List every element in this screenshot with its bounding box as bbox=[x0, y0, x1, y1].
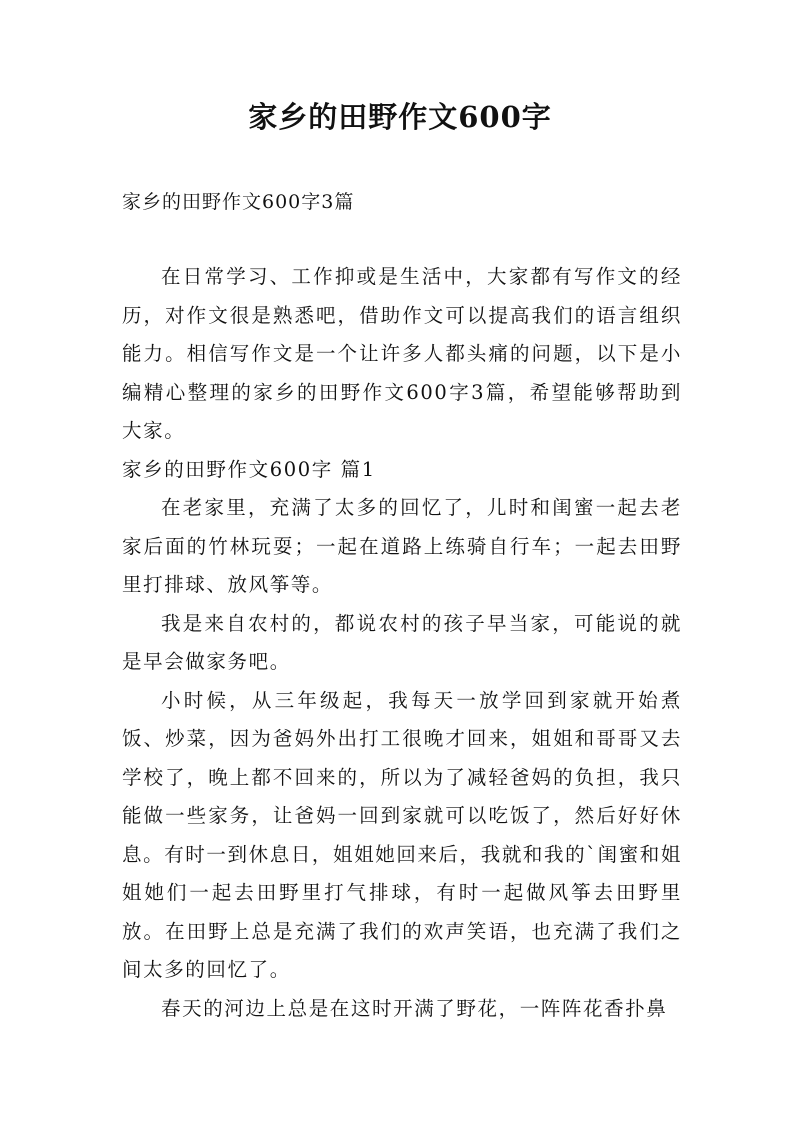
document-body bbox=[122, 258, 682, 1028]
section-heading: 家乡的田野作文600字 篇1 bbox=[122, 457, 376, 481]
body-paragraph: 春天的河边上总是在这时开满了野花，一阵阵花香扑鼻 bbox=[161, 996, 668, 1020]
body-paragraph: 小时候，从三年级起，我每天一放学回到家就开始煮饭、炒菜，因为爸妈外出打工很晚才回来，姐姐和哥哥又去学校了，晚上都不回来的，所以为了减轻爸妈的负担，我只能做一些家务，让爸妈一回到家就可以吃饭了，然后好好休息。有时一到休息日，姐姐她回来后，我就和我的`闺蜜和姐姐她们一起去田野里打气排球，有时一起做风筝去田野里放。在田野上总是充满了我们的欢声笑语，也充满了我们之间太多的回忆了。 bbox=[122, 688, 682, 981]
document-subtitle: 家乡的田野作文600字3篇 bbox=[122, 191, 355, 213]
body-paragraph: 在老家里，充满了太多的回忆了，儿时和闺蜜一起去老家后面的竹林玩耍；一起在道路上练骑自行车；一起去田野里打排球、放风筝等。 bbox=[122, 496, 682, 596]
intro-paragraph: 在日常学习、工作抑或是生活中，大家都有写作文的经历，对作文很是熟悉吧，借助作文可以提高我们的语言组织能力。相信写作文是一个让许多人都头痛的问题，以下是小编精心整理的家乡的田野作文600字3篇，希望能够帮助到大家。 bbox=[122, 265, 682, 442]
document-title: 家乡的田野作文600字 bbox=[248, 100, 552, 134]
body-paragraph: 我是来自农村的，都说农村的孩子早当家，可能说的就是早会做家务吧。 bbox=[122, 611, 682, 673]
